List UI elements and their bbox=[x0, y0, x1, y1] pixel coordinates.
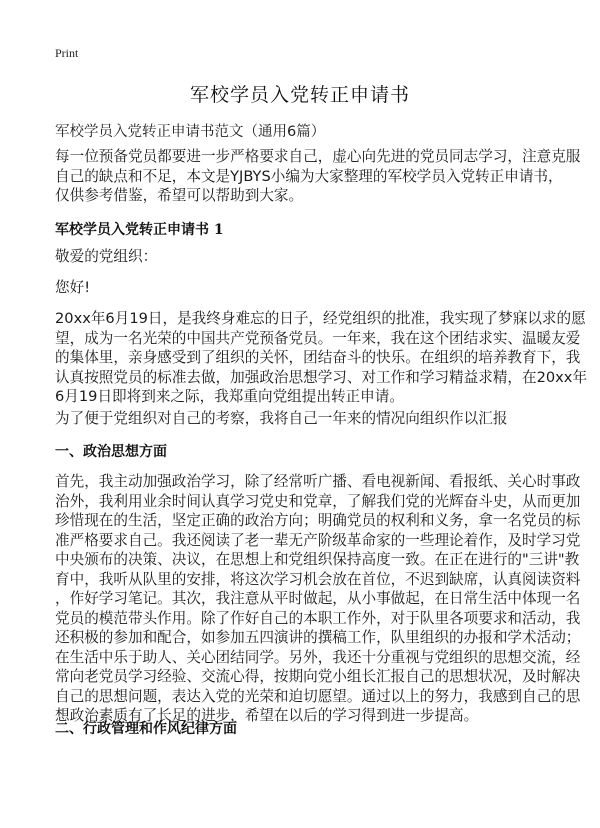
article-heading: 军校学员入党转正申请书 1 bbox=[55, 222, 224, 238]
text-line: 每一位预备党员都要进一步严格要求自己，虚心向先进的党员同志学习，注意克服 bbox=[55, 148, 581, 165]
salutation bbox=[55, 247, 550, 267]
section-1-heading: 一、政治思想方面 bbox=[55, 444, 167, 460]
salutation-text: 敬爱的党组织： bbox=[55, 248, 158, 265]
greeting bbox=[55, 278, 550, 298]
text-line: 的集体里，亲身感受到了组织的关怀，团结奋斗的快乐。在组织的培养教育下，我 bbox=[55, 349, 581, 366]
print-link[interactable]: Print bbox=[55, 46, 79, 60]
text-line: 珍惜现在的生活，坚定正确的政治方向；明确党员的权利和义务，拿一名党员的标 bbox=[55, 512, 581, 529]
text-line: ，作好学习笔记。其次，我注意从平时做起，从小事做起，在日常生活中体现一名 bbox=[55, 590, 581, 607]
paragraph-2 bbox=[55, 409, 550, 429]
intro-paragraph bbox=[55, 147, 581, 206]
text-line: 自己的思想问题，表达入党的光荣和迫切愿望。通过以上的努力，我感到自己的思 bbox=[55, 687, 581, 705]
text-line: 育中，我听从队里的安排，将这次学习机会放在首位，不迟到缺席，认真阅读资料 bbox=[55, 570, 581, 588]
document-title: 军校学员入党转正申请书 bbox=[189, 84, 410, 106]
document-subtitle: 军校学员入党转正申请书范文（通用6篇） bbox=[55, 124, 326, 140]
section-2-heading: 二、行政管理和作风纪律方面 bbox=[55, 721, 237, 737]
text-line: 想政治素质有了长足的进步，希望在以后的学习得到进一步提高。 bbox=[55, 707, 479, 724]
section-1-paragraph bbox=[55, 472, 581, 726]
text-line: 在生活中乐于助人、关心团结同学。另外，我还十分重视与党组织的思想交流，经 bbox=[55, 648, 581, 666]
text-line: 中央颁布的决策、决议，在思想上和党组织保持高度一致。在正在进行的"三讲"教 bbox=[55, 551, 580, 568]
text-line: 治外，我利用业余时间认真学习党史和党章，了解我们党的光辉奋斗史，从而更加 bbox=[55, 492, 581, 510]
text-line: 自己的缺点和不足，本文是YJBYS小编为大家整理的军校学员入党转正申请书， bbox=[55, 167, 563, 185]
text-line: 认真按照党员的标准去做，加强政治思想学习、对工作和学习精益求精，在20xx年 bbox=[55, 368, 588, 386]
text-line: 还积极的参加和配合，如参加五四演讲的撰稿工作，队里组织的办报和学术活动； bbox=[55, 629, 581, 646]
text-line: 党员的模范带头作用。除了作好自己的本职工作外，对于队里各项要求和活动，我 bbox=[55, 609, 581, 627]
text-line: 准严格要求自己。我还阅读了老一辈无产阶级革命家的一些理论着作，及时学习党 bbox=[55, 531, 581, 549]
text-line: 仅供参考借鉴，希望可以帮助到大家。 bbox=[55, 187, 304, 204]
paragraph-1 bbox=[55, 309, 588, 407]
text-line: 首先，我主动加强政治学习，除了经常听广播、看电视新闻、看报纸、关心时事政 bbox=[55, 473, 581, 490]
text-line: 6月19日即将到来之际，我郑重向党组提出转正申请。 bbox=[55, 388, 404, 405]
text-line: 20xx年6月19日，是我终身难忘的日子，经党组织的批准，我实现了梦寐以求的愿 bbox=[55, 310, 586, 327]
text-line: 望，成为一名光荣的中国共产党预备党员。一年来，我在这个团结求实、温暖友爱 bbox=[55, 329, 581, 347]
text-line: 常向老党员学习经验、交流心得，按期向党小组长汇报自己的思想状况，及时解决 bbox=[55, 668, 581, 685]
greeting-text: 您好! bbox=[55, 279, 91, 296]
text-line: 为了便于党组织对自己的考察，我将自己一年来的情况向组织作以汇报 bbox=[55, 410, 508, 427]
